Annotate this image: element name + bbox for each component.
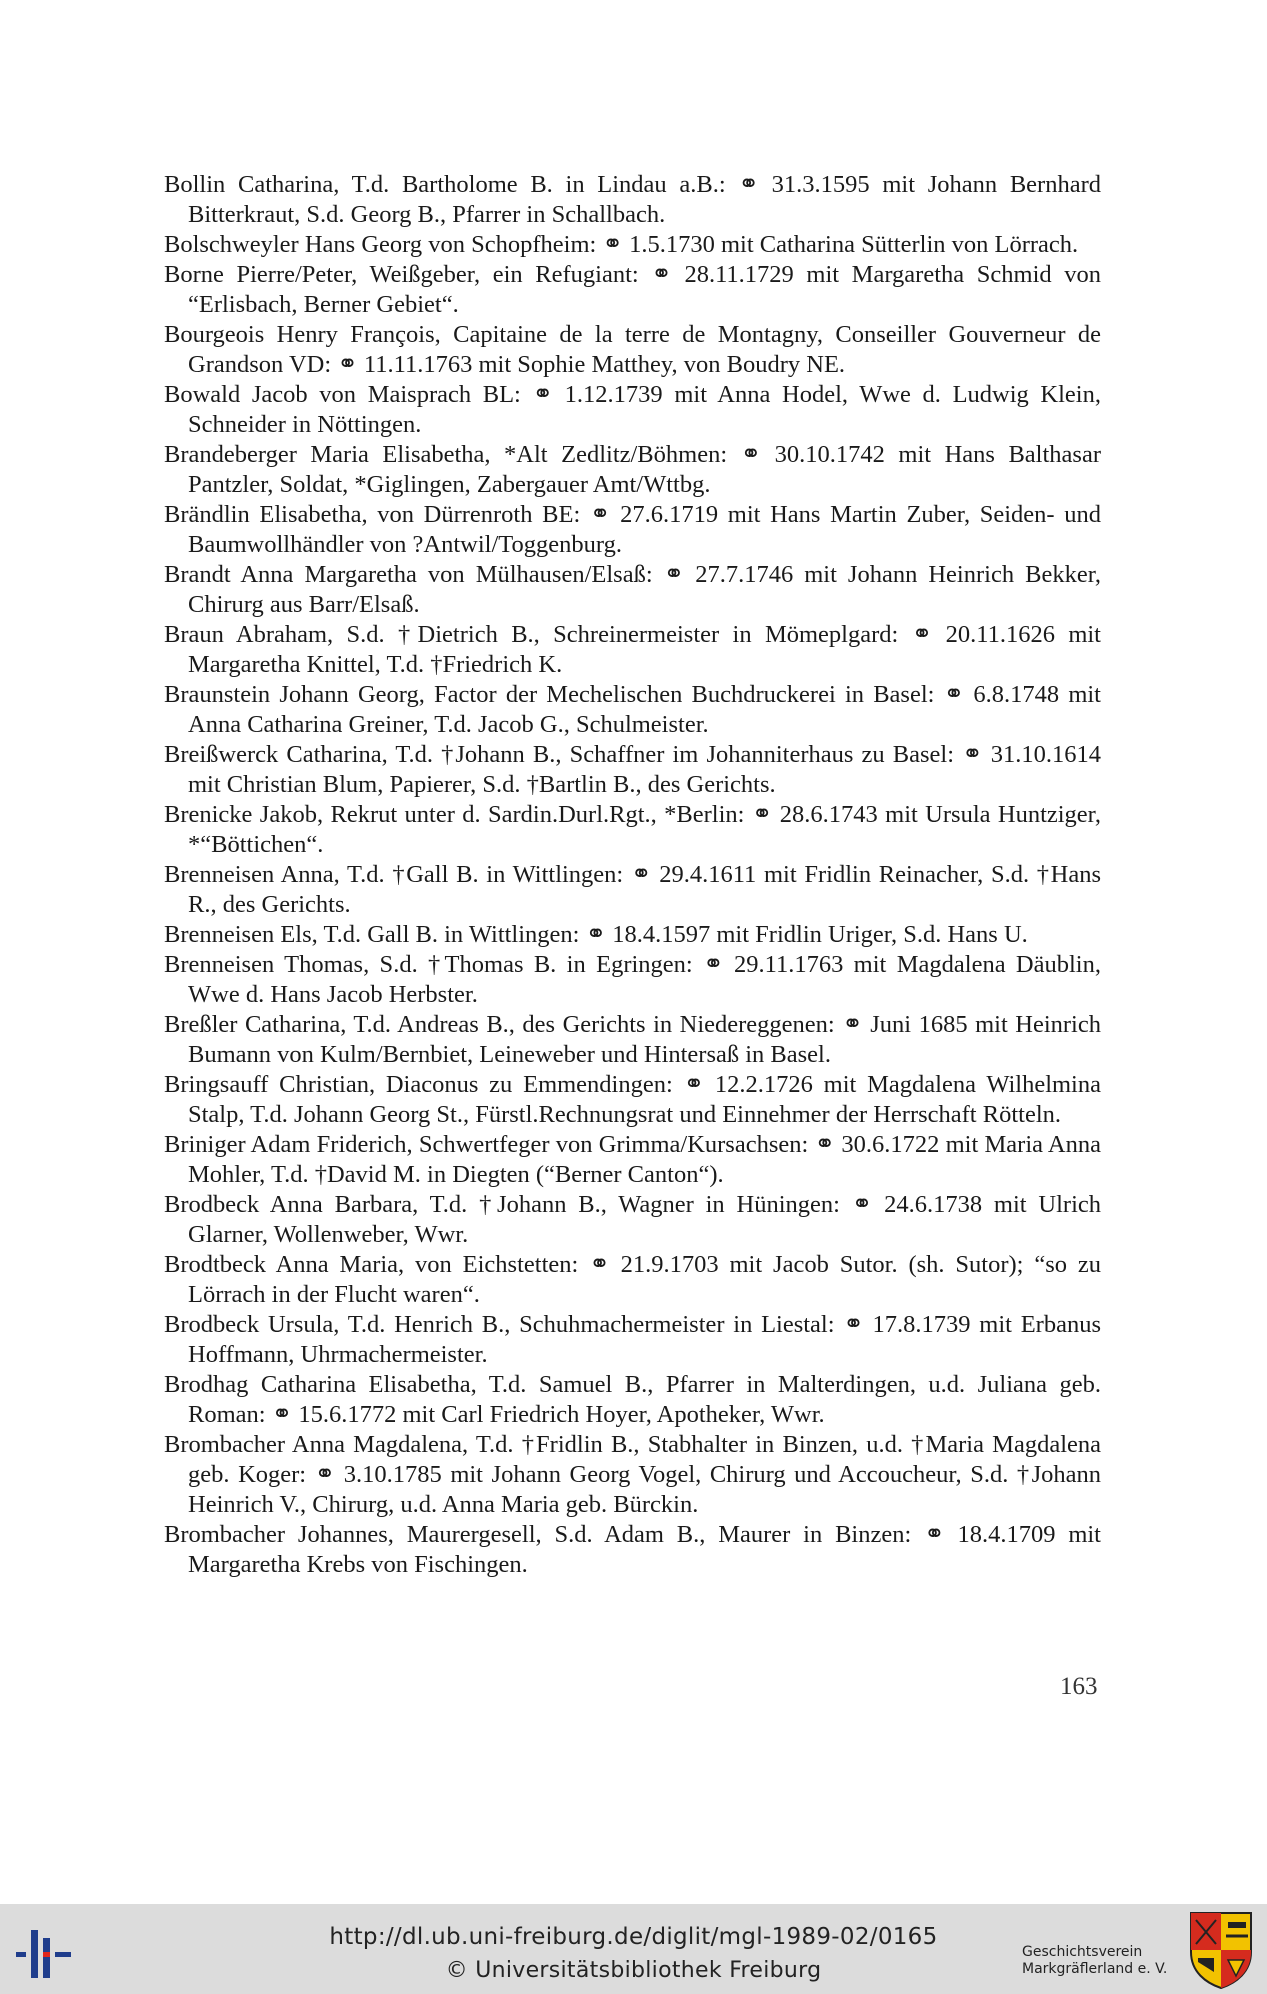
entry-list: [164, 170, 1101, 1580]
copyright-notice: © Universitätsbibliothek Freiburg: [445, 1958, 822, 1983]
page-number: 163: [1060, 1673, 1098, 1700]
register-entry: Brändlin Elisabetha, von Dürrenroth BE: ⚭ 27.6.1719 mit Hans Martin Zuber, Seiden- und Baumwollhändler von ?Antwil/Toggenburg.: [164, 501, 1101, 558]
register-entry: Braun Abraham, S.d. †Dietrich B., Schreinermeister in Mömeplgard: ⚭ 20.11.1626 mit Margaretha Knittel, T.d. †Friedrich K.: [164, 621, 1101, 678]
register-entry: Brodhag Catharina Elisabetha, T.d. Samuel B., Pfarrer in Malterdingen, u.d. Juliana geb. Roman: ⚭ 15.6.1772 mit Carl Friedrich Hoyer, Apotheker, Wwr.: [164, 1371, 1101, 1428]
register-entry: Briniger Adam Friderich, Schwertfeger von Grimma/Kursachsen: ⚭ 30.6.1722 mit Maria Anna Mohler, T.d. †David M. in Diegten (“Berner Canton“).: [164, 1131, 1101, 1188]
register-entry: Bringsauff Christian, Diaconus zu Emmendingen: ⚭ 12.2.1726 mit Magdalena Wilhelmina Stalp, T.d. Johann Georg St., Fürstl.Rechnungsrat und Einnehmer der Herrschaft Rötteln.: [164, 1071, 1101, 1128]
register-entry: Borne Pierre/Peter, Weißgeber, ein Refugiant: ⚭ 28.11.1729 mit Margaretha Schmid von “Erlisbach, Berner Gebiet“.: [164, 261, 1101, 318]
register-entry: Bolschweyler Hans Georg von Schopfheim: ⚭ 1.5.1730 mit Catharina Sütterlin von Lörrach.: [164, 231, 1079, 258]
register-entry: Brodbeck Anna Barbara, T.d. †Johann B., Wagner in Hüningen: ⚭ 24.6.1738 mit Ulrich Glarner, Wollenweber, Wwr.: [164, 1191, 1101, 1248]
register-entry: Brombacher Johannes, Maurergesell, S.d. Adam B., Maurer in Binzen: ⚭ 18.4.1709 mit Margaretha Krebs von Fischingen.: [164, 1521, 1101, 1578]
register-entry: Bollin Catharina, T.d. Bartholome B. in Lindau a.B.: ⚭ 31.3.1595 mit Johann Bernhard Bitterkraut, S.d. Georg B., Pfarrer in Schallbach.: [164, 171, 1101, 228]
register-entry: Brenneisen Thomas, S.d. †Thomas B. in Egringen: ⚭ 29.11.1763 mit Magdalena Däublin, Wwe d. Hans Jacob Herbster.: [164, 951, 1101, 1008]
register-entry: Brombacher Anna Magdalena, T.d. †Fridlin B., Stabhalter in Binzen, u.d. †Maria Magdalena geb. Koger: ⚭ 3.10.1785 mit Johann Georg Vogel, Chirurg und Accoucheur, S.d. †Johann Heinrich V., Chirurg, u.d. Anna Maria geb. Bürckin.: [164, 1431, 1101, 1518]
register-entry: Breßler Catharina, T.d. Andreas B., des Gerichts in Niedereggenen: ⚭ Juni 1685 mit Heinrich Bumann von Kulm/Bernbiet, Leineweber und Hintersaß in Basel.: [164, 1011, 1101, 1068]
register-entry: Bourgeois Henry François, Capitaine de la terre de Montagny, Conseiller Gouverneur de Grandson VD: ⚭ 11.11.1763 mit Sophie Matthey, von Boudry NE.: [164, 321, 1101, 378]
register-entry: Brenneisen Els, T.d. Gall B. in Wittlingen: ⚭ 18.4.1597 mit Fridlin Uriger, S.d. Hans U.: [164, 921, 1028, 948]
register-entry: Braunstein Johann Georg, Factor der Mechelischen Buchdruckerei in Basel: ⚭ 6.8.1748 mit Anna Catharina Greiner, T.d. Jacob G., Schulmeister.: [164, 681, 1101, 738]
footer-bar: [0, 1904, 1267, 1994]
coat-of-arms-icon[interactable]: [1188, 1910, 1254, 1990]
permalink-url[interactable]: http://dl.ub.uni-freiburg.de/diglit/mgl-1989-02/0165: [329, 1924, 938, 1950]
society-name-line2: Markgräflerland e. V.: [1022, 1961, 1168, 1977]
register-entry: Brandeberger Maria Elisabetha, *Alt Zedlitz/Böhmen: ⚭ 30.10.1742 mit Hans Balthasar Pantzler, Soldat, *Giglingen, Zabergauer Amt/Wttbg.: [164, 441, 1101, 498]
register-entry: Brodtbeck Anna Maria, von Eichstetten: ⚭ 21.9.1703 mit Jacob Sutor. (sh. Sutor); “so zu Lörrach in der Flucht waren“.: [164, 1251, 1101, 1308]
register-entry: Bowald Jacob von Maisprach BL: ⚭ 1.12.1739 mit Anna Hodel, Wwe d. Ludwig Klein, Schneider in Nöttingen.: [164, 381, 1101, 438]
register-entry: Breißwerck Catharina, T.d. †Johann B., Schaffner im Johanniterhaus zu Basel: ⚭ 31.10.1614 mit Christian Blum, Papierer, S.d. †Bartlin B., des Gerichts.: [164, 741, 1101, 798]
register-entry: Brenneisen Anna, T.d. †Gall B. in Wittlingen: ⚭ 29.4.1611 mit Fridlin Reinacher, S.d. †Hans R., des Gerichts.: [164, 861, 1101, 918]
register-entry: Brodbeck Ursula, T.d. Henrich B., Schuhmachermeister in Liestal: ⚭ 17.8.1739 mit Erbanus Hoffmann, Uhrmachermeister.: [164, 1311, 1101, 1368]
register-entry: Brandt Anna Margaretha von Mülhausen/Elsaß: ⚭ 27.7.1746 mit Johann Heinrich Bekker, Chirurg aus Barr/Elsaß.: [164, 561, 1101, 618]
society-name: [1022, 1944, 1167, 1978]
register-entry: Brenicke Jakob, Rekrut unter d. Sardin.Durl.Rgt., *Berlin: ⚭ 28.6.1743 mit Ursula Huntziger, *“Böttichen“.: [164, 801, 1101, 858]
society-name-line1: Geschichtsverein: [1022, 1944, 1143, 1960]
